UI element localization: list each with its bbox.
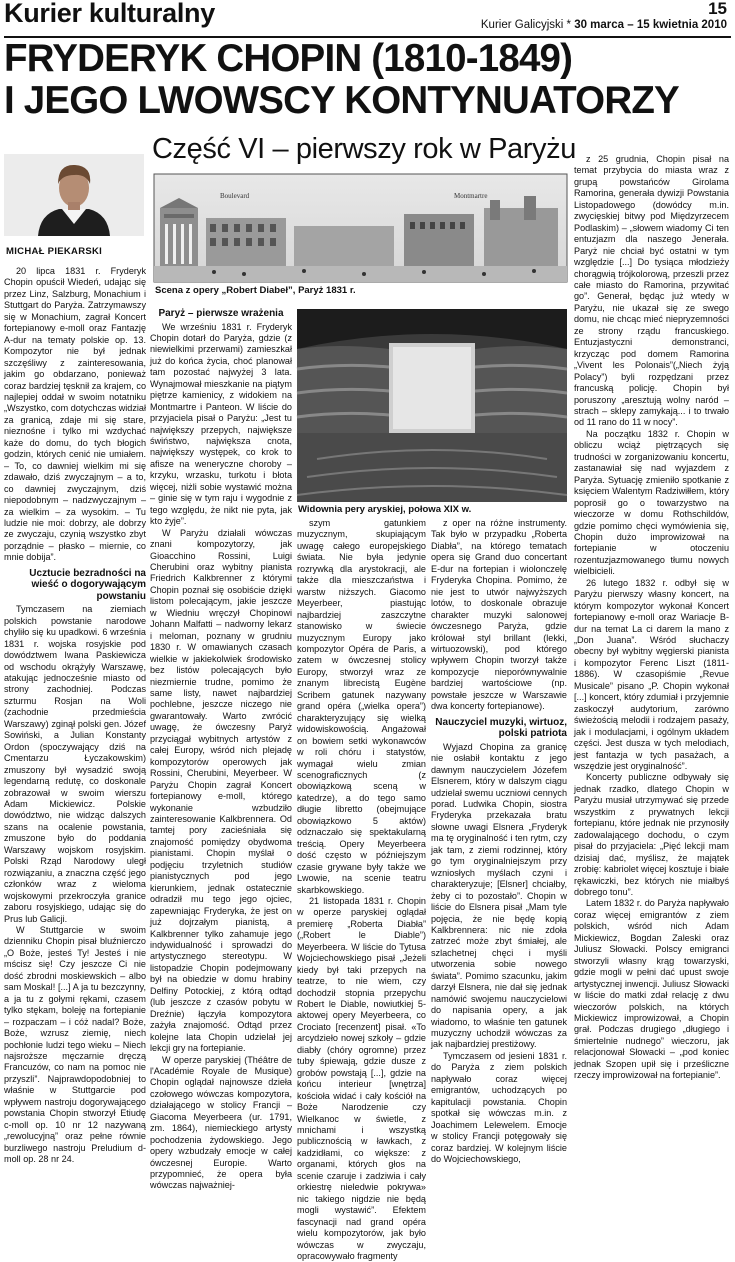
col1-subheading: Ucztucie bezradności na wieść o dogorywającym powstaniu (29, 567, 146, 602)
issue-date: 30 marca – 15 kwietnia 2010 (574, 19, 727, 31)
article-subtitle: Część VI – pierwszy rok w Paryżu (152, 133, 576, 165)
col5-paragraph-3: 26 lutego 1832 r. odbył się w Paryżu pierwszy własny koncert, na którym kompozytor wykonał Koncert fortepianowy e-moll oraz Wariacje B-dur na temat La ci darem la mano z „Don Juana”. Wśród słuchaczy obecny był wybitny węgierski pianista i kompozytor Ferenc Liszt (1811-1886). W czasopiśmie „Revue Musicale” pisano „P. Chopin wykonał [...] koncert, który zdumiał i przyjemnie zaskoczył audytorium, zarówno świeżością melodii i rodzajem pasaży, jak i modulacjami, i ogólnym układem części. Jest dusza w tych melodiach, jest fantazja w tych pasażach, a wszędzie jest oryginalność”. (574, 577, 729, 772)
publication-name: Kurier Galicyjski (480, 19, 564, 31)
page-number: 15 (708, 0, 727, 18)
col3-paragraph-1: szym gatunkiem muzycznym, skupiającym uwagę całego europejskiego świata. Nie była jedynie rozrywką dla arystokracji, ale także dla mieszczaństwa i warstw niższych. Giacomo Meyerbeer, piastując najbardziej zaszczytne stanowisko w świecie muzycznym Europy jako kompozytor Opéra de Paris, a zatem w ówczesnej stolicy Europy, stworzył wraz ze znanym librecistą Eugène Scribem gatunek nazywany grand opéra („wielka opera”) charakteryzujący się wielką widowiskowością. Angażował on bowiem setki wykonawców w roli chóru i statystów, wymagał wielu zmian scenograficznych (z obowiązkową sceną w katedrze), a do tego samo długie libretto (obejmujące obowiązkowo 5 aktów) odznaczało się spektakularną treścią. Opery Meyerbeera dość często w późniejszym czasie grywane były także we Lwowie, na scenie teatru skarbkowskiego. (297, 518, 426, 895)
col4-paragraph-2: Wyjazd Chopina za granicę nie osłabił kontaktu z jego dawnym nauczycielem Józefem Elsnerem, który w dalszym ciągu udzielał swemu uczniowi cennych porad. Ludwika Chopin, siostra Fryderyka przekazała bratu słowne uwagi Elsnera „Fryderyk ma tę oryginalność i ten rytm, czy jak tam, z ziemi rodzinnej, który go tym oryginalniejszym przy wzniosłych myślach czyni i charakteryzuje; [Elsner] chciałby, żeby ci to pozostało”. Chopin w liście do Elsnera pisał „Mam tyle pojęcia, że nie będę kopią Kalkbrennera: nic nie zdoła zatrzeć może zbyt śmiałej, ale szlachetnej chęci i myśli utworzenia sobie nowego świata”. Pomimo szacunku, jakim darzył Elsnera, nie dał się jednak namówić swojemu nauczycielowi do napisania opery, a jak wiadomo, to właśnie ten gatunek muzyczny uchodził wówczas za jak najbardziej prestiżowy. (431, 741, 567, 1050)
engraving-label-right: Montmartre (454, 192, 488, 200)
article-title (4, 38, 679, 122)
article-column-5 (574, 154, 729, 1102)
col2-subheading: Paryż – pierwsze wrażenia (158, 308, 284, 319)
col1-paragraph-2: Tymczasem na ziemiach polskich powstanie narodowe chyliło się ku upadkowi. 6 września 1831 r. wojska rosyjskie pod dowództwem Iwana Paskiewicza od wschodu okrążyły Warszawę, atakując jednocześnie miasto od strony zachodniej. Podczas szturmu Rosjan na Woli (zachodnie przedmieścia Warszawy) zginął polski gen. Józef Sowiński, a Julian Konstanty Ordon (spoczywający dziś na Cmentarzu Łyczakowskim) zmuszony był wysadzić swoją legendarną redutę, co doskonale zobrazował w swoim wierszu Adam Mickiewicz. Polskie dowództwo, nie widząc dalszych szans na ocalenie powstania, zmuszone było do poddania Warszawy wojskom rosyjskim. Polski Rząd Narodowy uległ rozwiązaniu, a znaczna część jego członków wraz z wieloma wojskowymi przekroczyła granice zaboru rosyjskiego, udając się do Prus lub Galicji. (4, 604, 146, 924)
author-portrait-graphic (4, 154, 144, 236)
article-column-4 (431, 518, 567, 1165)
opera-scene-image (154, 174, 567, 282)
engraving-label-left: Boulevard (220, 192, 250, 200)
figure2-caption: Widownia pery aryskiej, połowa XIX w. (298, 504, 472, 515)
col1-paragraph-1: 20 lipca 1831 r. Fryderyk Chopin opuścił Wiedeń, udając się przez Linz, Salzburg, Monachium i Stuttgart do Paryża. Zatrzymawszy się w Monachium, zagrał Koncert fortepianowy e-moll oraz Fantazję A-dur na tematy polskie op. 13. Kompozytor nie był jednak szczęśliwy z zainteresowania, jakim go obdarzano, ponieważ coraz bardziej tęsknił za krajem, co najlepiej oddał w swoim notatniku „Wszystko, com dotychczas widział za granicą, zdaje mi się stare, nieznośne i tylko mi wzdychać każe do domu, do tych błogich godzin, których cenić nie umiałem. – To, co dawniej wielkim mi się zdawało, dziś zwyczajnym – a to, co dawniej zwyczajnym, dziś niepodobnym – nadzwyczajnym – za wielkim – za wysokim. – Tu ludzie nie moi: dobrzy, ale dobrzy ze zwyczaju, czynią wszystko zbyt porządnie – płasko – miernie, co mnie dobija”. (4, 266, 146, 563)
col4-paragraph-1: z oper na różne instrumenty. Tak było w przypadku „Roberta Diabła”, na którego tematach opera się Grand duo concertant E-dur na fortepian i wiolonczelę Fryderyka Chopina. Pomimo, że nie jest to utwór najwyższych lotów, to doskonale obrazuje charakter muzyki salonowej ówczesnego Paryża, gdzie królował styl brillant (lekki, wirtuozowski), pod którego wpływem Chopin tworzył także kompozycje nieporównywalnie bardziej wartościowe (np. powstałe jeszcze w Warszawie dwa koncerty fortepianowe). (431, 518, 567, 712)
opera-interior-figure (297, 309, 567, 502)
author-photo (4, 154, 144, 236)
title-line-1: FRYDERYK CHOPIN (1810-1849) (4, 37, 573, 80)
col4-subheading: Nauczyciel muzyki, wirtuoz, polski patriota (435, 716, 567, 740)
col3-paragraph-2: 21 listopada 1831 r. Chopin w operze paryskiej oglądał premierę „Roberta Diabła” („Robert le Diable”) Meyerbeera. W liście do Tytusa Wojciechowskiego pisał „Jeżeli kiedy był taki przepych na teatrze, to nie wiem, czy dochodził stopnia przepychu Robert le Diable, nowiutkiej 5-aktowej opery Meyerbeera, co Crociato [recenzent] pisał. «To arcydzieło nowej szkoły – gdzie diabły (chóry ogromne) przez tuby śpiewają, gdzie dusze z grobów powstają [...], gdzie na końcu interieur [wnętrza] kościoła widać i cały kościół na Boże Narodzenie czy Wielkanoc w świetle, z mnichami i wszystką publicznością w ławkach, z kadzidłami, co większe: z organami, których głos na scenie czaruje i zadziwia i cały orkiestrę nieledwie pokrywa» nic takiego nigdzie nie będą mogli wystawić”. Efektem fascynacji nad grand opéra wielu kompozytorów, jak było wówczas w zwyczaju, opracowywało fragmenty (297, 895, 426, 1261)
section-title: Kurier kulturalny (4, 0, 215, 28)
opera-scene-figure (154, 174, 567, 282)
figure1-caption: Scena z opery „Robert Diabeł”, Paryż 1831 r. (155, 285, 356, 296)
opera-interior-image (297, 309, 567, 502)
col5-paragraph-5: Latem 1832 r. do Paryża napływało coraz więcej emigrantów z ziem polskich, wśród nich Adam Mickiewicz, Bogdan Zaleski oraz Juliusz Słowacki. Polscy emigranci stworzyli własny krąg towarzyski, gdzie mogli w pełni dać upust swoje artystycznej inwencji. Juliusz Słowacki w liście do matki zdał relację z dwu wieczorów polskich, na których Mickiewicz improwizował, a Chopin grał. Podczas drugiego „długiego i śmiertelnie nudnego” wieczoru, jak relacjonował Słowacki – „pod koniec jednak Szopen upił się i prześliczne rzeczy improwizował na fortepianie”. (574, 898, 729, 1081)
col2-paragraph-3: W operze paryskiej (Théâtre de l'Académie Royale de Musique) Chopin oglądał najnowsze dzieła czołowego wówczas kompozytora, działającego w stolicy Francji – Giacoma Meyerbeera (ur. 1791, zm. 1864), niemieckiego artysty pochodzenia żydowskiego. Jego opery wzbudzały emocje w całej ówczesnej Europie. Warto przypomnieć, że opera była wówczas najważniej- (150, 1054, 292, 1191)
col5-paragraph-1: z 25 grudnia, Chopin pisał na temat przybycia do miasta wraz z grupą powstańców Girolama Ramorina, generała dywizji Powstania Listopadowego (dowódcy m.in. zwycięskiej bitwy pod Międzyrzecem Podlaskim) – „słowem wiadomy Ci ten entuzjazm dla naszego Jenerała. Paryż nie chciał być ostatni w tym względzie [...] Do tysiąca młodzieży chorągwią trójkolorową, przeszli przez całe miasto do Ramorina, przywitać go”. Generał, będąc już wtedy w Paryżu, nie ukazał się ze swego domu, nie chcąc mieć niepryzemności ze strony rządu francuskiego. Entuzjastyczni demonstranci, krzycząc pod domem Ramorina „Vivent les Polonais”(„Niech żyją Polacy”) byli rozpędzani przez francuską policję. Chopin był poruszony „aresztują wolny naród – strach – sklepy zamykają... i to trwało od 11 rano do 11 w nocy”. (574, 154, 729, 428)
col1-paragraph-3: W Stuttgarcie w swoim dzienniku Chopin pisał bluźnierczo „O Boże, jesteś Ty! Jesteś i nie mścisz się! Czy jeszcze Ci nie dość zbrodni moskiewskich – albo sam Moskal! [...] A ja tu bezczynny, a ja tu z gołymi rękami, czasem tylko stękam, boleję na fortepianie – rozpaczam – i cóż nadal? Boże, Boże, wzrusz ziemię, niech pochłonie ludzi tego wieku – Niech najsroższe męczarnie dręczą Francuzów, co nam na pomoc nie przyszli”. Najprawdopodobniej to właśnie w Stuttgarcie pod wpływem nastroju dogorywającego powstania Chopin stworzył Etiudę c-moll op. 10 nr 12 nazywaną „rewolucyjną” oraz pełne równie burzliwego nastroju Preludium d-moll op. 28 nr 24. (4, 924, 146, 1165)
col2-paragraph-2: W Paryżu działali wówczas znani kompozytorzy, jak Gioacchino Rossini, Luigi Cherubini oraz wybitny pianista Friedrich Kalkbrenner z którymi Chopin poznał się osobiście dzięki listom polecającym, jakie jeszcze w Wiedniu wręczył Chopinowi Johann Malfatti – nadworny lekarz i meloman, poznany w grudniu 1830 r. W omawianych czasach wielkie w jakiekolwiek środowisko bez listów polecających było niezmiernie trudne, pomimo że same listy, nawet najbardziej pochlebne, jeszcze niczego nie gwarantowały. Warto zwrócić uwagę, że ówczesny Paryż przyciągał wybitnych artystów z całej Europy, wśród nich plejadę kompozytorów operowych jak Rossini, Cherubini, Meyerbeer. W Paryżu Chopin zagrał Koncert fortepianowy e-moll, którego wykonanie wzbudziło zainteresowanie Kalkbrennera. Od tamtej pory zacieśniała się znajomość pomiędzy obydwoma pianistami. Chopin myślał o podjęciu trzyletnich studiów pianistycznych pod jego kierunkiem, jednak ostatecznie odradził mu tego jego ojciec, zapewniając Fryderyka, że jest on już dojrzałym pianistą, a Kalkbrenner tylko zahamuje jego indywidualność i sprowadzi do artystycznego stereotypu. W listopadzie Chopin podejmowany był na obiedzie w domu hrabiny Delfiny Potockiej, z którą odtąd (lub jeszcze z czasów pobytu w Dreźnie) łączyła kompozytora zażyła znajomość. Odtąd przez kolejne lata Chopin udzielał jej lekcji gry na fortepianie. (150, 527, 292, 1054)
article-column-2 (150, 308, 292, 1191)
title-line-2: I JEGO LWOWSCY KONTYNUATORZY (4, 79, 679, 122)
col2-paragraph-1: We wrześniu 1831 r. Fryderyk Chopin dotarł do Paryża, gdzie (z niewielkimi przerwami) zamieszkał już do końca życia, choć planował tam pozostać najwyżej 3 lata. Wynajmował mieszkanie na piątym piętrze kamienicy, z widokiem na Montmartre i Panteon. W liście do przyjaciela pisał o Paryżu: „Jest tu największy przepych, największe świństwo, największa cnota, największy występek, co krok to afisze na weneryczne choroby – krzyku, wrzasku, turkotu i błota więcej, niżli sobie wystawić można – ginie się w tym raju i wygodnie z tego względu, że nikt nie pyta, jak kto żyje”. (150, 321, 292, 527)
article-column-3 (297, 518, 426, 1261)
col5-paragraph-2: Na początku 1832 r. Chopin w obliczu wciąż piętrzących się trudności w zorganizowaniu koncertu, zastanawiał się nad wyjazdem z Paryża. Sytuację zmieniło spotkanie z księciem Walentym Radziwiłłem, który poprosił go o towarzystwo na wieczorze w domu Rothschildów, gdzie pomimo chęci wymówienia się, Chopin dużo improwizował na fortepianie w otoczeniu rozentuzjazmowanego tłumu nowych wielbicieli. (574, 428, 729, 577)
article-column-1 (4, 266, 146, 1165)
col4-paragraph-3: Tymczasem od jesieni 1831 r. do Paryża z ziem polskich napływało coraz więcej emigrantów, uchodzących po kapitulacji powstania. Chopin spotkał się wówczas m.in. z Joachimem Lelewelem. Emocje w stolicy Francji potęgowały się coraz bardziej. W kolejnym liście do Wojciechowskiego, (431, 1050, 567, 1165)
author-name: MICHAŁ PIEKARSKI (6, 246, 103, 257)
col5-paragraph-4: Koncerty publiczne odbywały się jednak rzadko, dlatego Chopin w Paryżu musiał utrzymywać się przede wszystkim z prywatnych lekcji fortepianu, które jednak nie przynosiły zadowalającego dochodu, o czym pisał do przyjaciela: „Pięć lekcji mam dzisiaj dać, myślisz, że majątek zrobię: kabriolet więcej kosztuje i białe rękawiczki, bez których nie miałbyś dobrego tonu”. (574, 772, 729, 897)
publication-line: Kurier Galicyjski * 30 marca – 15 kwietnia 2010 (480, 19, 727, 31)
